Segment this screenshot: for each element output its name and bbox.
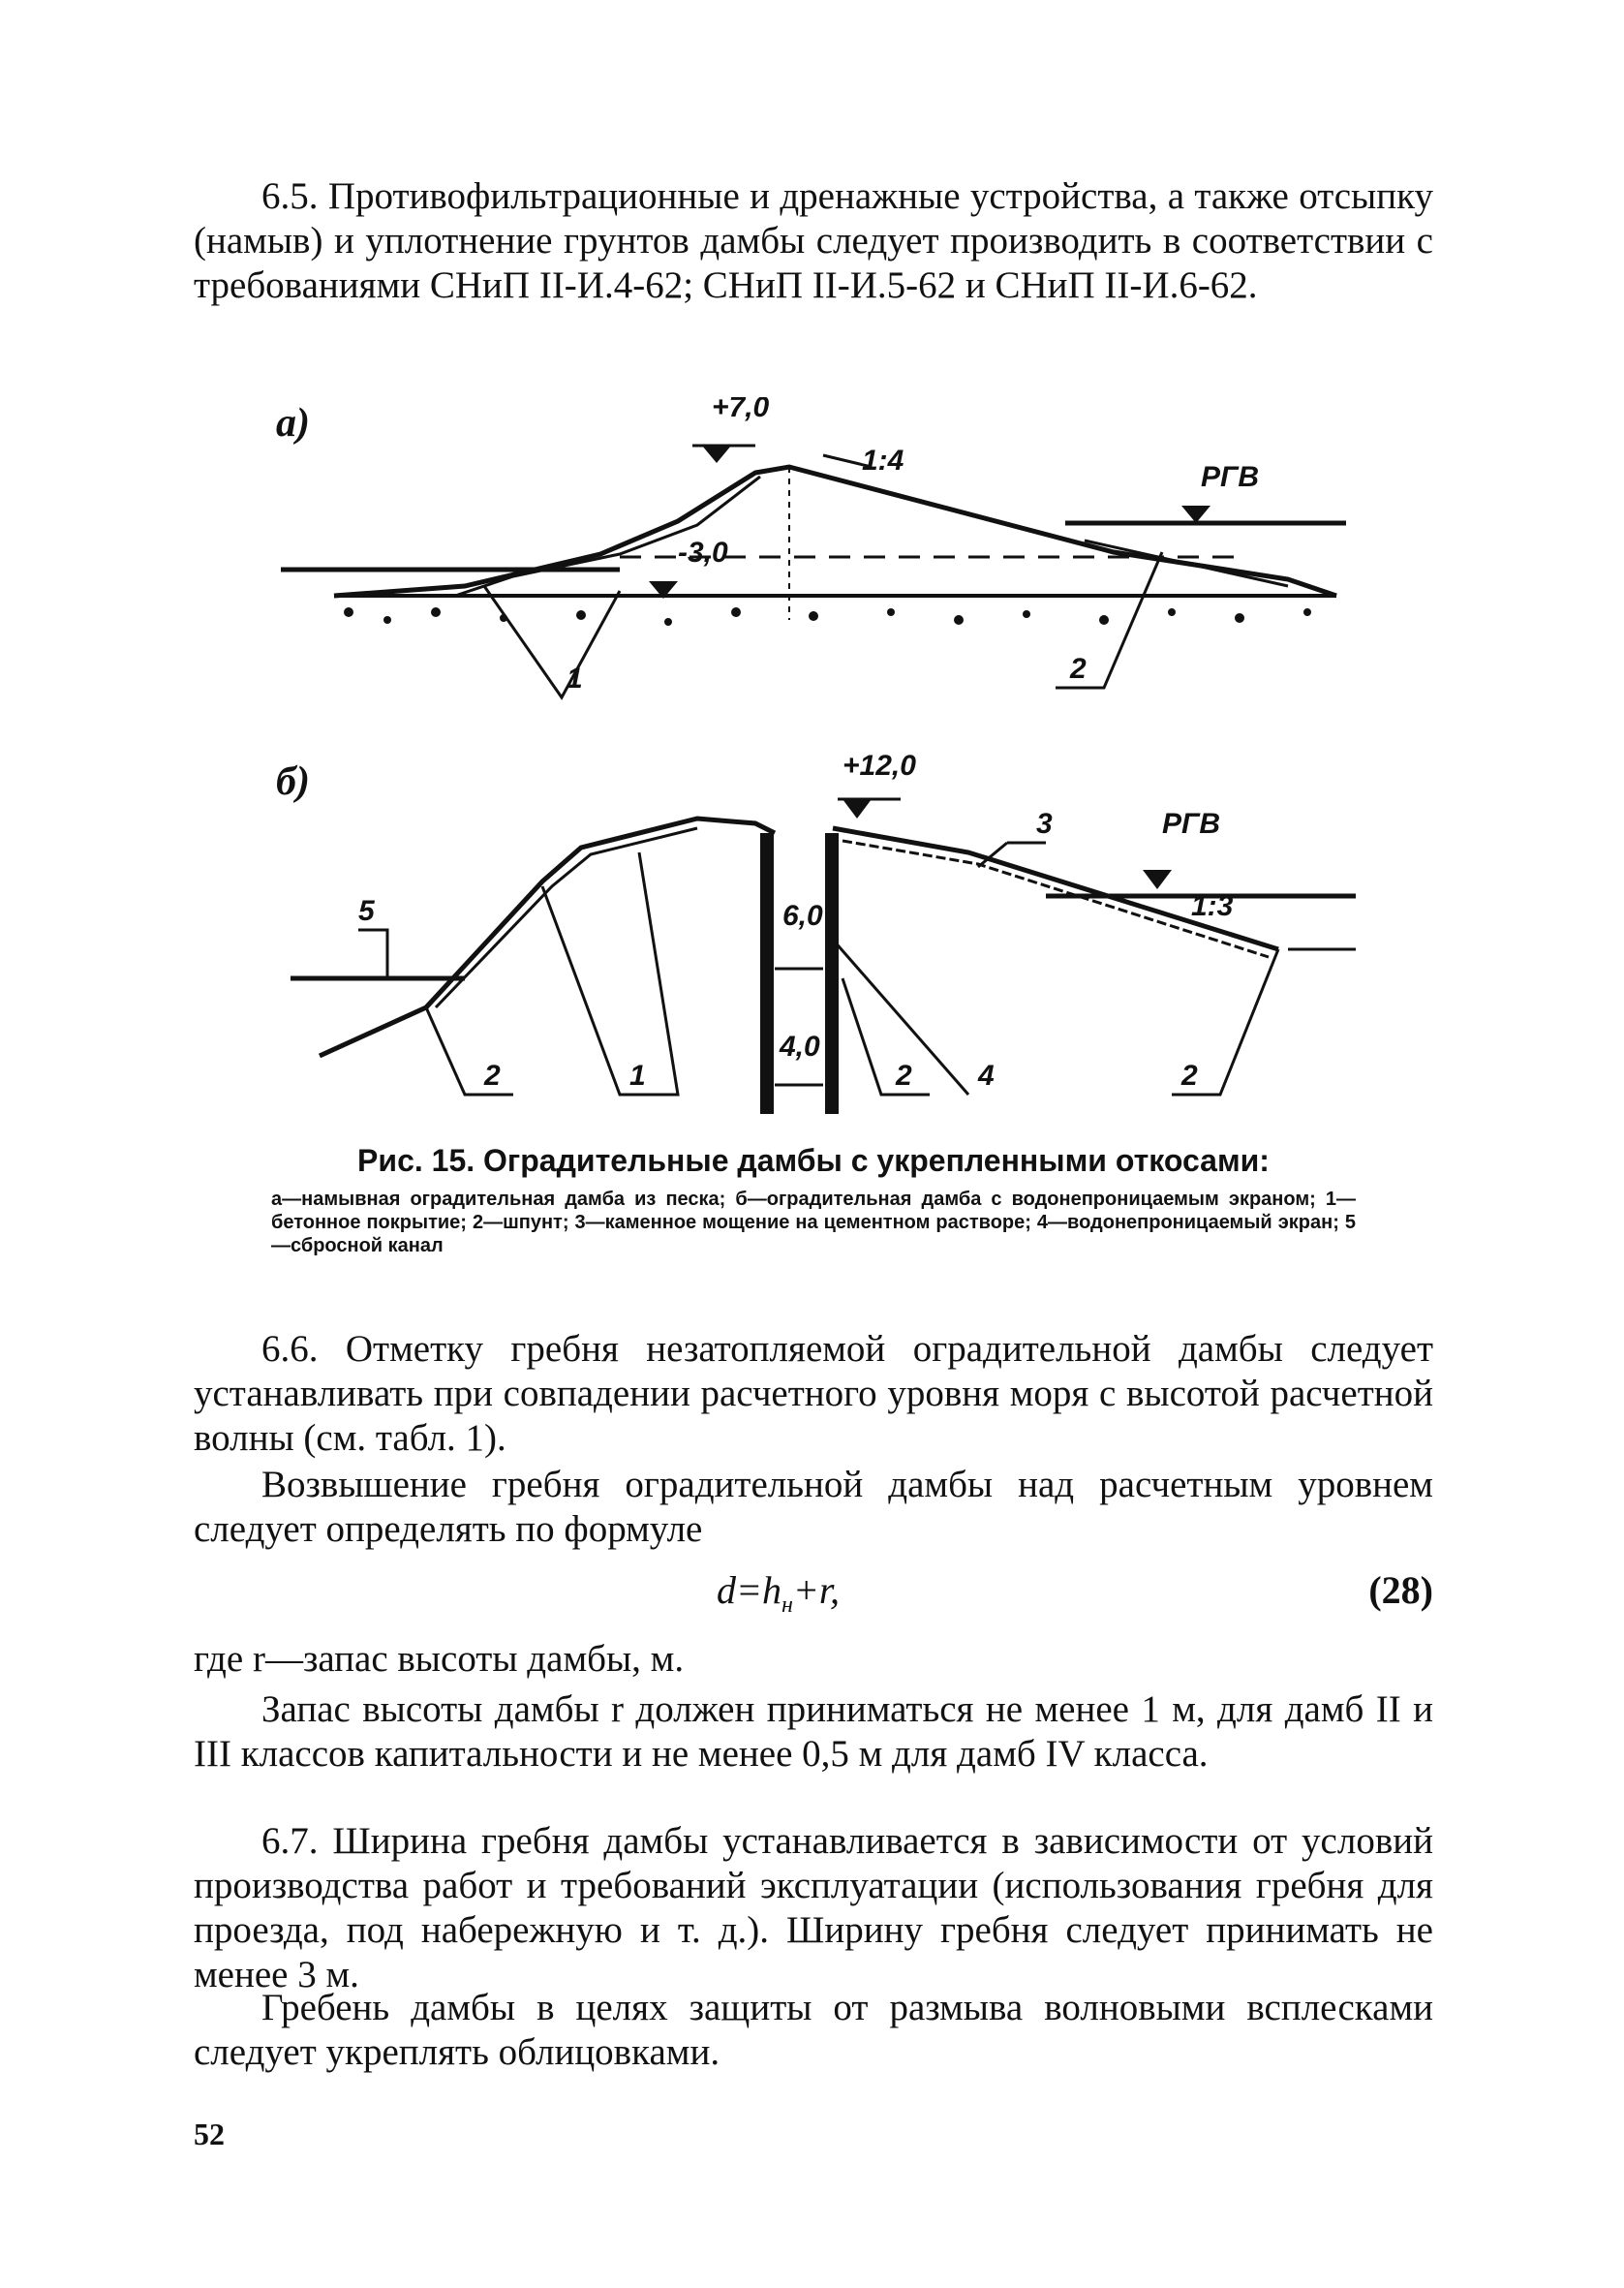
label-2c: 2 xyxy=(1181,1060,1198,1092)
crest-mark: +7,0 xyxy=(712,397,770,423)
water-level-label: РГВ xyxy=(1201,461,1260,493)
label-5: 5 xyxy=(358,895,375,927)
paragraph-6-6: 6.6. Отметку гребня незатопляемой оградительной дамбы следует устанавливать при совпадении расчетного уровня моря с высотой расчетной волны (см. табл. 1). xyxy=(194,1328,1433,1459)
mark-6: 6,0 xyxy=(782,900,823,932)
label-2b: 2 xyxy=(896,1060,912,1092)
figure-b-dam-diagram xyxy=(0,746,1624,1133)
paragraph-crest: Гребень дамбы в целях защиты от размыва волновыми всплесками следует укреплять облицовками. xyxy=(194,1987,1433,2073)
label-2: 2 xyxy=(1070,653,1087,685)
formula-rhs: +r, xyxy=(792,1568,841,1612)
figure-caption-title: Рис. 15. Оградительные дамбы с укрепленными откосами: xyxy=(357,1143,1270,1178)
label-4: 4 xyxy=(978,1060,995,1092)
paragraph-reserve: Запас высоты дамбы r должен приниматься не менее 1 м, для дамб II и III классов капитальности и не менее 0,5 м для дамб IV класса. xyxy=(194,1688,1433,1775)
page-number: 52 xyxy=(194,2117,225,2151)
formula-subscript: н xyxy=(781,1592,793,1618)
leader-1b xyxy=(542,852,678,1095)
label-1b: 1 xyxy=(629,1060,646,1092)
crest-mark-b: +12,0 xyxy=(843,750,916,782)
base-mark: -3,0 xyxy=(678,537,728,569)
paragraph-6-7: 6.7. Ширина гребня дамбы устанавливается в зависимости от условий производства работ и требований эксплуатации (использования гребня для проезда, под набережную и т. д.). Ширину гребня следует принимать не менее 3 м. xyxy=(194,1820,1433,1995)
slope-coating xyxy=(1085,541,1288,586)
slope-label-b: 1:3 xyxy=(1191,890,1234,922)
sheet-pile-left xyxy=(760,833,774,1114)
formula-expression xyxy=(717,1567,840,1619)
crest-triangle xyxy=(702,446,731,463)
figure-caption-legend: а—намывная оградительная дамба из песка; б—оградительная дамба с водонепроницаемым экраном; 1—бетонное покрытие; 2—шпунт; 3—каменное мощение на цементном растворе; 4—водонепроницаемый экран; 5—сбросной канал xyxy=(271,1189,1356,1256)
formula-lhs: d=h xyxy=(717,1568,781,1612)
crest-triangle-b xyxy=(843,799,872,819)
water-level-label-b: РГВ xyxy=(1162,808,1221,840)
formula-number: (28) xyxy=(1368,1568,1433,1612)
soil-dots xyxy=(344,607,1311,626)
label-2a: 2 xyxy=(484,1060,501,1092)
paragraph-rise: Возвышение гребня оградительной дамбы над расчетным уровнем следует определять по формуле xyxy=(194,1464,1433,1550)
formula-28 xyxy=(194,1567,1433,1618)
paragraph-6-5: 6.5. Противофильтрационные и дренажные устройства, а также отсыпку (намыв) и уплотнение грунтов дамбы следует производить в соответствии с требованиями СНиП II-И.4-62; СНиП II-И.5-62 и СНиП II-И.6-62. xyxy=(194,175,1433,306)
leader-1 xyxy=(484,586,620,697)
coating-left xyxy=(436,828,697,1007)
slope-label: 1:4 xyxy=(862,445,904,477)
figure-a-dam-diagram xyxy=(0,397,1624,717)
mark-4: 4,0 xyxy=(780,1031,820,1063)
panel-a-label: а) xyxy=(276,401,310,446)
water-level-triangle xyxy=(1181,506,1210,523)
water-level-triangle-b xyxy=(1143,870,1172,889)
dam-profile xyxy=(334,467,1336,596)
label-3: 3 xyxy=(1036,808,1053,840)
paragraph-where: где r—запас высоты дамбы, м. xyxy=(194,1638,685,1680)
label-1: 1 xyxy=(567,663,583,695)
panel-b-label: б) xyxy=(276,759,310,804)
sheet-pile-right xyxy=(825,833,839,1114)
